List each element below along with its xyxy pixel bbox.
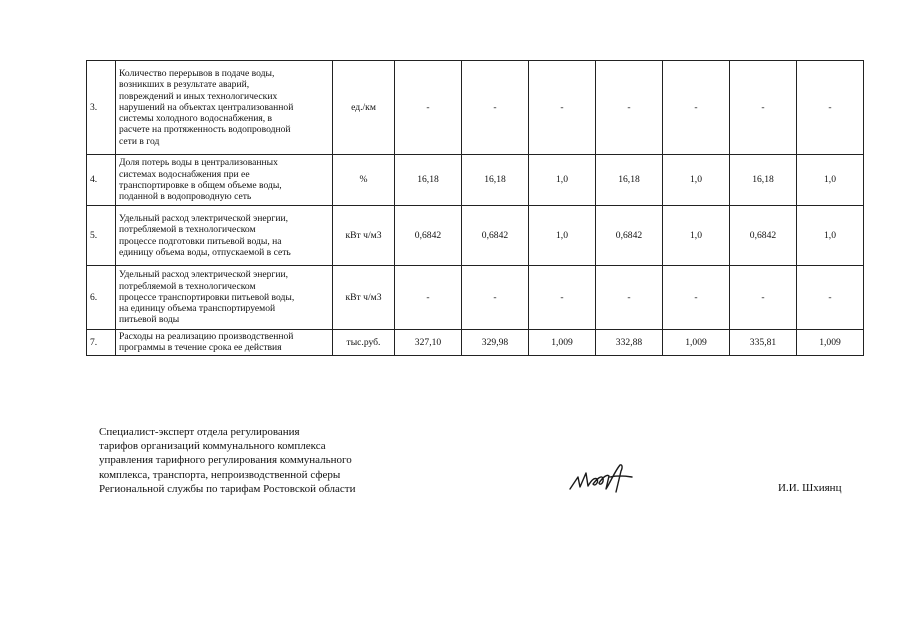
indicator-name-line: процессе транспортировки питьевой воды, — [119, 291, 295, 303]
indicator-name — [116, 61, 333, 155]
value-cell: 1,0 — [797, 206, 864, 266]
position-line: тарифов организаций коммунального комплекса — [99, 440, 326, 453]
row-number: 7. — [87, 330, 116, 356]
unit-cell: кВт ч/м3 — [333, 206, 395, 266]
indicator-name-line: процессе подготовки питьевой воды, на — [119, 235, 282, 247]
value-cell: 0,6842 — [395, 206, 462, 266]
signatory-position — [99, 425, 356, 496]
indicator-name — [116, 266, 333, 330]
indicator-name-line: на единицу объема транспортируемой — [119, 303, 276, 315]
value-cell: 1,0 — [529, 155, 596, 206]
value-cell: - — [462, 266, 529, 330]
position-line: Специалист-эксперт отдела регулирования — [99, 426, 300, 438]
value-cell: 329,98 — [462, 330, 529, 356]
value-cell: - — [663, 61, 730, 155]
value-cell: 0,6842 — [730, 206, 797, 266]
value-cell: 1,009 — [529, 330, 596, 356]
value-cell: 0,6842 — [596, 206, 663, 266]
value-cell: - — [529, 266, 596, 330]
indicator-name-line: питьевой воды — [119, 314, 180, 326]
value-cell: 1,009 — [797, 330, 864, 356]
indicator-name-line: системах водоснабжения при ее — [119, 168, 250, 180]
value-cell: - — [395, 61, 462, 155]
indicator-name-line: сети в год — [119, 135, 160, 147]
row-number: 3. — [87, 61, 116, 155]
value-cell: 1,009 — [663, 330, 730, 356]
value-cell: - — [663, 266, 730, 330]
indicator-name — [116, 206, 333, 266]
value-cell: 16,18 — [395, 155, 462, 206]
value-cell: 1,0 — [663, 206, 730, 266]
position-line: управления тарифного регулирования коммунального — [99, 454, 352, 467]
indicator-name-line: Количество перерывов в подаче воды, — [119, 67, 275, 79]
indicator-name — [116, 155, 333, 206]
indicator-name-line: расчете на протяженность водопроводной — [119, 124, 291, 136]
value-cell: 0,6842 — [462, 206, 529, 266]
indicator-name-line: Удельный расход электрической энергии, — [119, 269, 289, 281]
value-cell: - — [596, 61, 663, 155]
indicator-name-line: потребляемой в технологическом — [119, 224, 256, 236]
position-line: комплекса, транспорта, непроизводственной сферы — [99, 468, 341, 481]
indicator-name-line: Доля потерь воды в централизованных — [119, 157, 278, 169]
value-cell: - — [529, 61, 596, 155]
table-row — [87, 266, 864, 330]
value-cell: - — [462, 61, 529, 155]
indicator-name-line: единицу объема воды, отпускаемой в сеть — [119, 246, 291, 258]
table-row — [87, 330, 864, 356]
handwritten-signature — [566, 459, 636, 495]
value-cell: 1,0 — [663, 155, 730, 206]
indicator-name-line: системы холодного водоснабжения, в — [119, 113, 273, 125]
signer-name: И.И. Шхиянц — [778, 482, 842, 494]
indicator-name-line: программы в течение срока ее действия — [119, 342, 282, 354]
value-cell: - — [730, 61, 797, 155]
value-cell: 335,81 — [730, 330, 797, 356]
unit-cell: кВт ч/м3 — [333, 266, 395, 330]
value-cell: 332,88 — [596, 330, 663, 356]
indicators-table — [86, 60, 864, 356]
unit-cell: % — [333, 155, 395, 206]
table-row — [87, 155, 864, 206]
value-cell: 16,18 — [462, 155, 529, 206]
indicator-name — [116, 330, 333, 356]
row-number: 6. — [87, 266, 116, 330]
row-number: 5. — [87, 206, 116, 266]
value-cell: 327,10 — [395, 330, 462, 356]
unit-cell: тыс.руб. — [333, 330, 395, 356]
indicator-name-line: транспортировке в общем объеме воды, — [119, 180, 282, 191]
value-cell: 1,0 — [797, 155, 864, 206]
value-cell: 16,18 — [596, 155, 663, 206]
value-cell: - — [797, 61, 864, 155]
value-cell: 1,0 — [529, 206, 596, 266]
value-cell: - — [395, 266, 462, 330]
value-cell: - — [797, 266, 864, 330]
position-line: Региональной службы по тарифам Ростовской области — [99, 482, 356, 495]
value-cell: 16,18 — [730, 155, 797, 206]
value-cell: - — [730, 266, 797, 330]
indicator-name-line: нарушений на объектах централизованной — [119, 101, 294, 113]
table-row — [87, 61, 864, 155]
value-cell: - — [596, 266, 663, 330]
indicator-name-line: Расходы на реализацию производственной — [119, 331, 294, 342]
table-body — [87, 61, 864, 356]
indicator-name-line: повреждений и иных технологических — [119, 90, 278, 102]
table-row — [87, 206, 864, 266]
indicator-name-line: возникших в результате аварий, — [119, 79, 250, 91]
indicator-name-line: Удельный расход электрической энергии, — [119, 212, 289, 224]
indicator-name-line: поданной в водопроводную сеть — [119, 191, 252, 203]
unit-cell: ед./км — [333, 61, 395, 155]
row-number: 4. — [87, 155, 116, 206]
indicator-name-line: потребляемой в технологическом — [119, 280, 256, 292]
